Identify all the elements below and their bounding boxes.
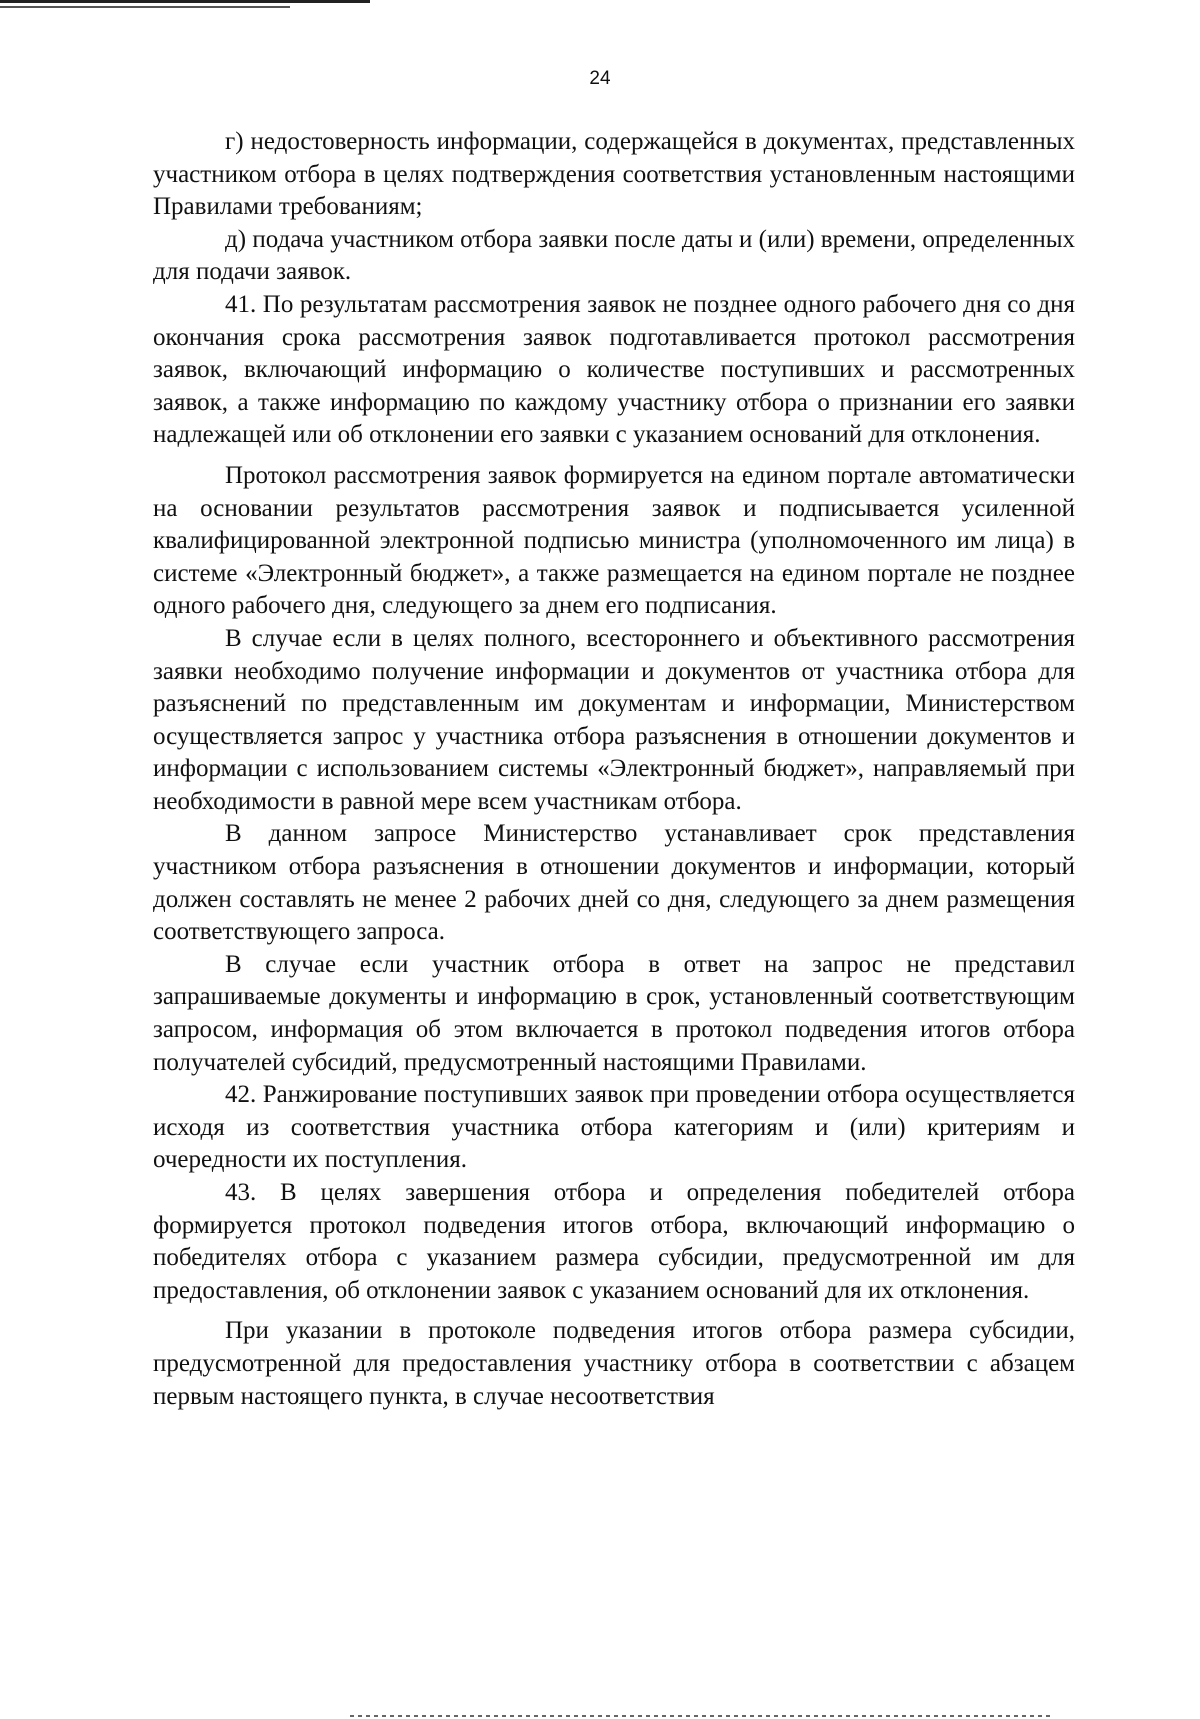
paragraph-d: д) подача участником отбора заявки после даты и (или) времени, определенных для подачи заявок. (153, 225, 1075, 286)
paragraph-42: 42. Ранжирование поступивших заявок при проведении отбора осуществляется исходя из соответствия участника отбора категориям и (или) критериям и очередности их поступления. (153, 1081, 1075, 1174)
scan-edge-bottom (350, 1715, 1050, 1717)
paragraph-request-deadline: В данном запросе Министерство устанавливает срок представления участником отбора разъяснения в отношении документов и информации, который должен составлять не менее 2 рабочих дней со дня, следующего за днем размещения соответствующего запроса. (153, 820, 1075, 946)
scan-edge-top-secondary (0, 6, 290, 8)
paragraph-43: 43. В целях завершения отбора и определения победителей отбора формируется протокол подведения итогов отбора, включающий информацию о победителях отбора с указанием размера субсидии, предусмотренной им для предоставления, об отклонении заявок с указанием оснований для их отклонения. (153, 1179, 1075, 1304)
paragraph-41: 41. По результатам рассмотрения заявок не позднее одного рабочего дня со дня окончания срока рассмотрения заявок подготавливается протокол рассмотрения заявок, включающий информацию о количестве поступивших и рассмотренных заявок, а также информацию по каждому участнику отбора о признании его заявки надлежащей или об отклонении его заявки с указанием оснований для отклонения. (153, 290, 1075, 449)
page-number: 24 (589, 68, 611, 89)
scan-edge-top (0, 0, 370, 3)
paragraph-protocol: Протокол рассмотрения заявок формируется на едином портале автоматически на основании результатов рассмотрения заявок и подписывается усиленной квалифицированной электронной подписью министра (уполномоченного им лица) в системе «Электронный бюджет», а также размещается на едином портале не позднее одного рабочего дня, следующего за днем его подписания. (153, 461, 1075, 620)
paragraph-clarification-request: В случае если в целях полного, всестороннего и объективного рассмотрения заявки необходимо получение информации и документов от участника отбора для разъяснений по представленным им документам и информации, Министерством осуществляется запрос у участника отбора разъяснения в отношении документов и информации с использованием системы «Электронный бюджет», направляемый при необходимости в равной мере всем участникам отбора. (153, 624, 1075, 815)
paragraph-subsidy-size: При указании в протоколе подведения итогов отбора размера субсидии, предусмотренной для предоставления участнику отбора в соответствии с абзацем первым настоящего пункта, в случае несоответствия (153, 1317, 1075, 1410)
paragraph-no-response: В случае если участник отбора в ответ на запрос не представил запрашиваемые документы и информацию в срок, установленный соответствующим запросом, информация об этом включается в протокол подведения итогов отбора получателей субсидий, предусмотренный настоящими Правилами. (153, 950, 1075, 1076)
paragraph-g: г) недостоверность информации, содержащейся в документах, представленных участником отбора в целях подтверждения соответствия установленным настоящими Правилами требованиям; (153, 128, 1075, 221)
document-body (153, 126, 1075, 1413)
